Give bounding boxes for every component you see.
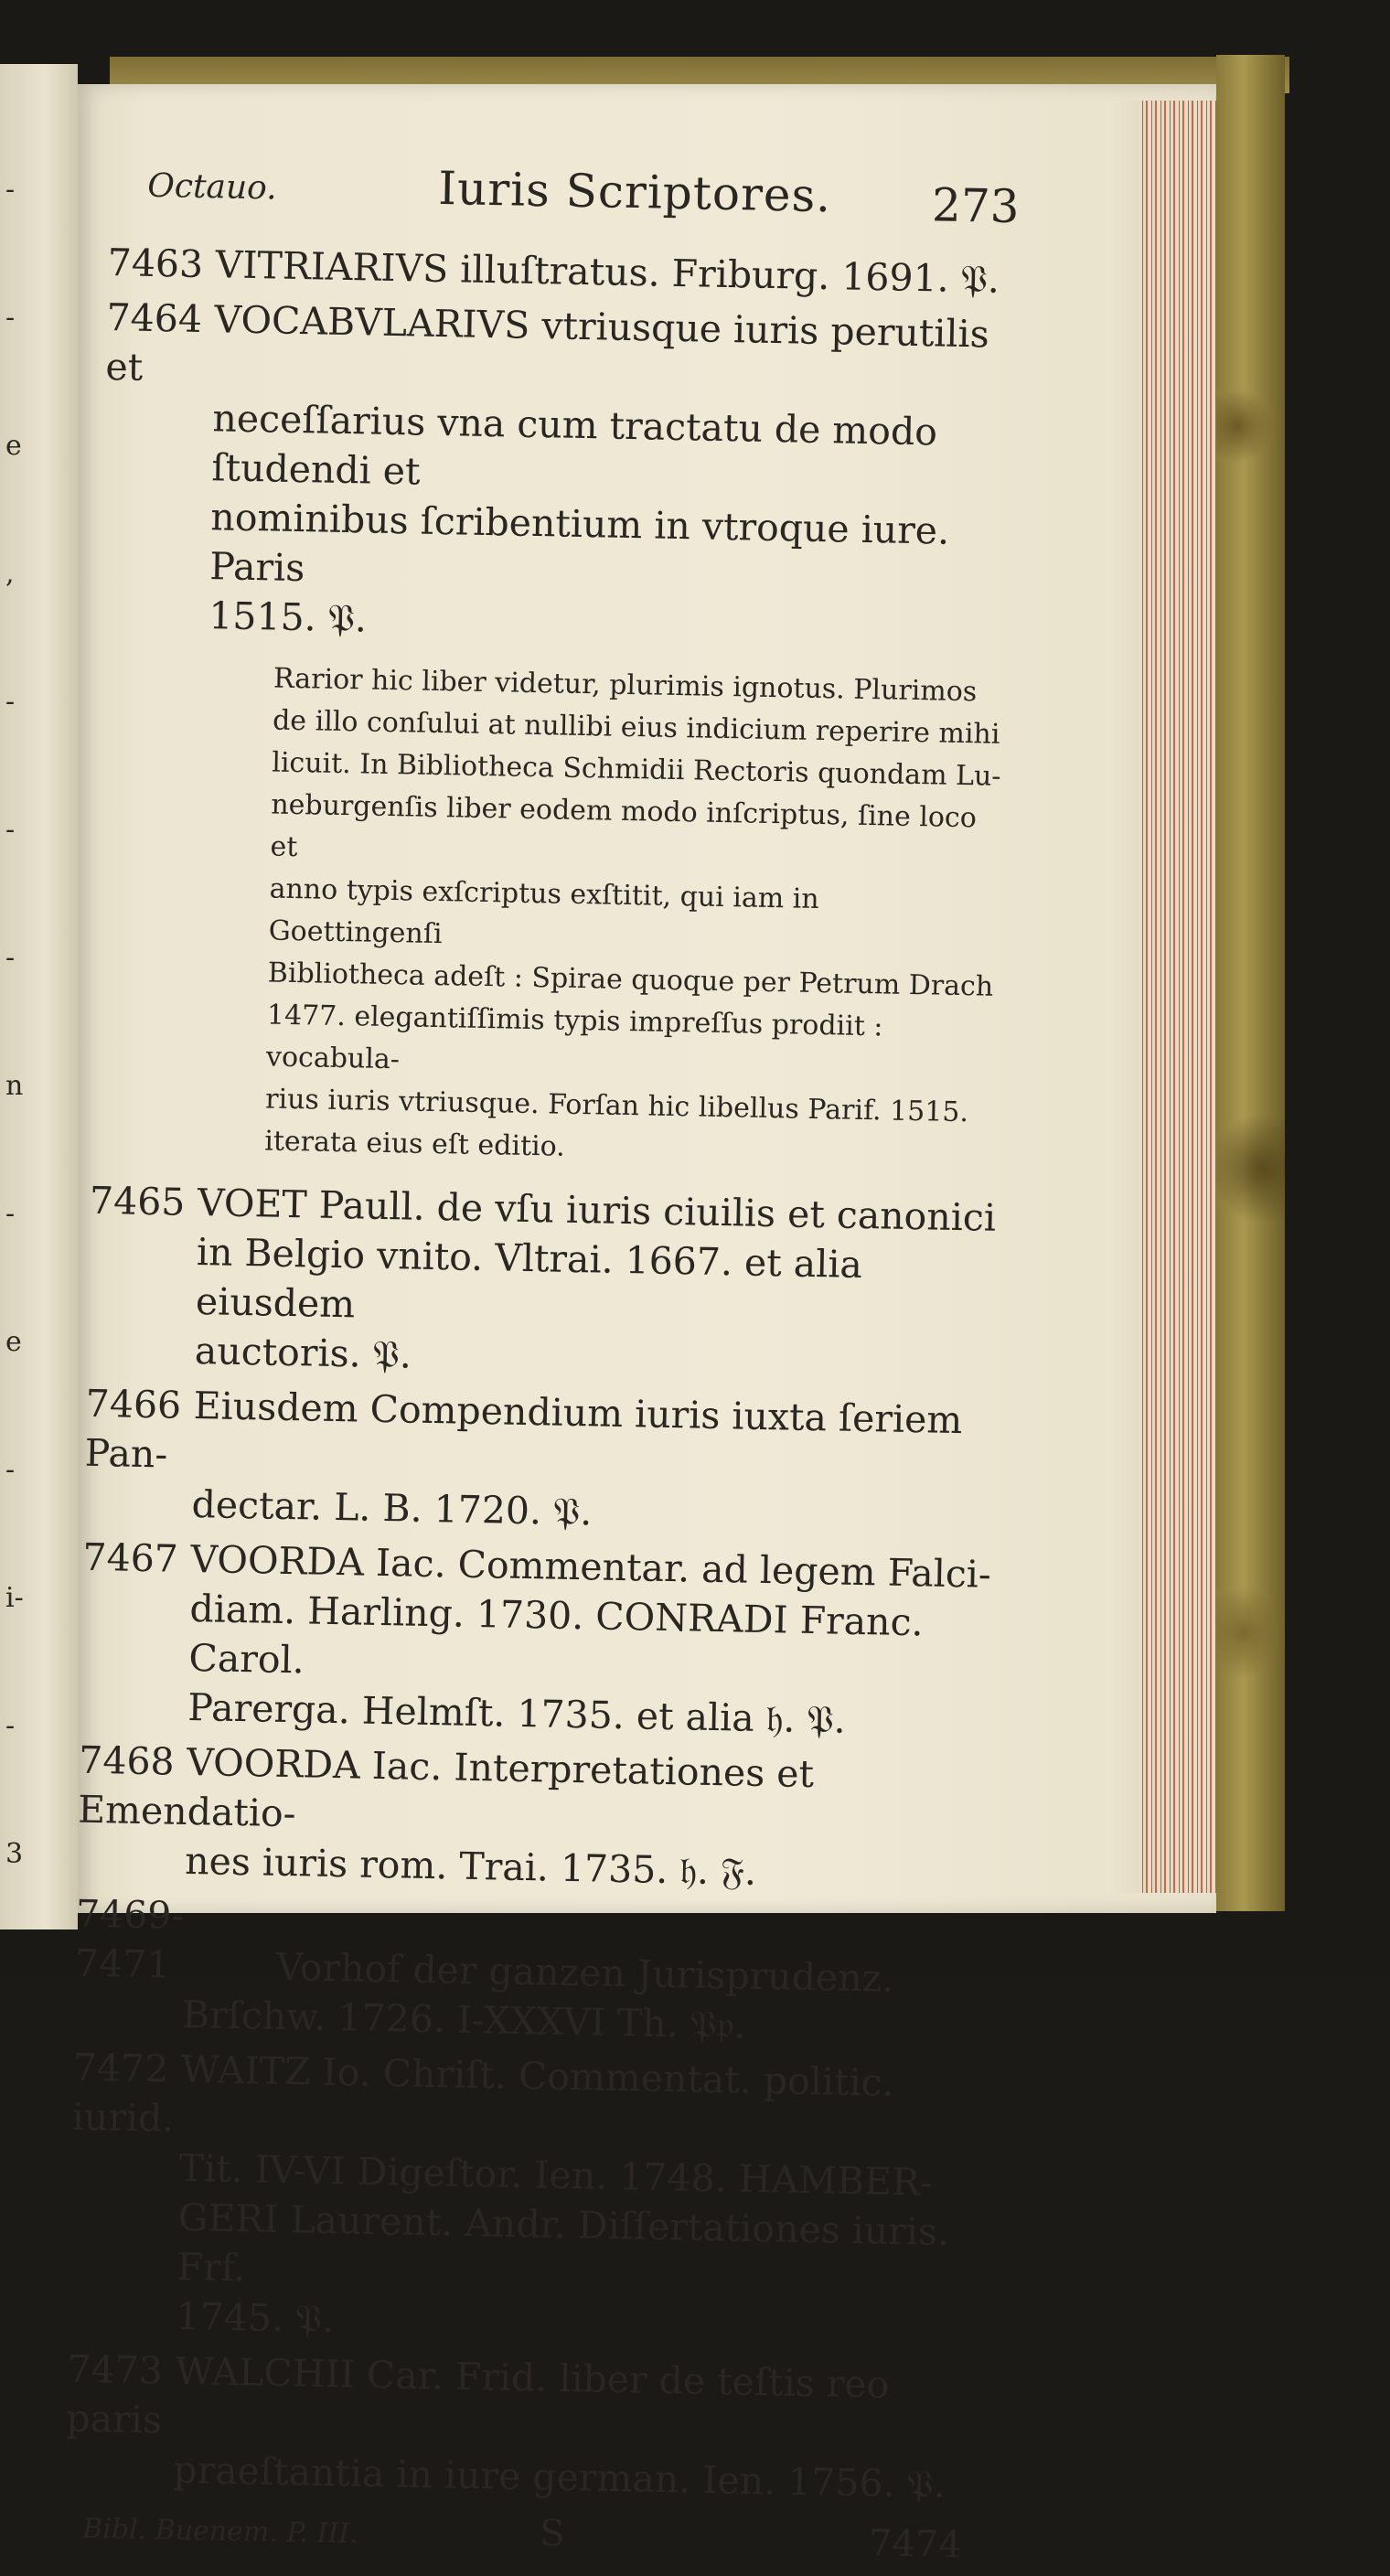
entry-text: VOET Paull. de vſu iuris ciuilis et canonici (197, 1181, 997, 1240)
annotation-line: rius iuris vtriusque. Forſan hic libellus Parif. 1515. (264, 1083, 969, 1129)
entry-text: WAITZ Io. Chriſt. Commentat. politic. iurid. (71, 2047, 895, 2141)
entry-text: praeſtantia in iure german. Ien. 1756. 𝔓. (172, 2447, 946, 2507)
entry-number: 7472 (72, 2045, 169, 2091)
entry-number: 7473 (67, 2346, 164, 2393)
entry-text: 1515. 𝔓. (208, 593, 368, 641)
catalog-entries (65, 238, 1022, 2516)
entry-number: 7463 (107, 240, 204, 286)
entry-text: WALCHII Car. Frid. liber de teſtis reo paris (66, 2348, 890, 2442)
entry-number: 7464 (106, 294, 203, 341)
margin-fragment: - (5, 1454, 16, 1486)
catalog-entry (65, 2345, 982, 2510)
margin-fragment: , (5, 558, 15, 590)
page-footer (64, 2504, 979, 2576)
annotation-line: Bibliotheca adeſt : Spirae quoque per Petrum Drach (267, 957, 994, 1003)
catalog-entry (80, 1533, 998, 1748)
catalog-entry (83, 1379, 1000, 1545)
annotation-line: licuit. In Bibliotheca Schmidii Rectoris quondam Lu- (271, 746, 1001, 793)
entry-number: 7465 (89, 1178, 186, 1224)
page-content (66, 155, 1024, 2567)
entry-text: nes iuris rom. Trai. 1735. 𝔥. 𝔉. (184, 1838, 757, 1894)
entry-text: nominibus ſcribentium in vtroque iure. Paris (208, 495, 950, 591)
entry-number: 7468 (78, 1737, 176, 1784)
entry-text: Eiusdem Compendium iuris iuxta ſeriem Pan- (84, 1384, 963, 1477)
margin-fragment: - (5, 686, 16, 718)
book-cover-marbled (1216, 55, 1285, 1911)
annotation-line: anno typis exſcriptus exſtitit, qui iam in Goettingenſi (268, 872, 820, 951)
entry-text: in Belgio vnito. Vltrai. 1667. et alia eiusdem (195, 1230, 863, 1327)
page-edge-shade (1107, 101, 1139, 1893)
header-format: Octauo. (146, 166, 278, 208)
entry-text: VOORDA Iac. Commentar. ad legem Falci- (190, 1536, 992, 1597)
entry-text: VOORDA Iac. Interpretationes et Emendatio- (77, 1739, 815, 1836)
annotation-line: 1477. elegantiſſimis typis impreſſus prodiit : vocabula- (265, 999, 883, 1076)
entry-text: neceſſarius vna cum tractatu de modo ſtudendi et (211, 396, 938, 494)
catalog-entry (68, 2043, 988, 2357)
footer-shelfmark: Bibl. Buenem. P. III. (81, 2512, 358, 2550)
entry-text: Tit. IV-VI Digeſtor. Ien. 1748. HAMBER- (178, 2145, 934, 2205)
margin-fragment: 3 (5, 1838, 24, 1870)
entry-number: 7469-7471 (74, 1891, 185, 1987)
catalog-entry (101, 293, 1021, 656)
entry-annotation (91, 655, 1014, 1177)
entry-text: Brſchw. 1726. I-XXXVI Th. 𝔓𝔭. (181, 1992, 746, 2047)
entry-number: 7466 (85, 1381, 182, 1427)
entry-text: VITRIARIVS illuſtratus. Friburg. 1691. 𝔓. (215, 242, 1000, 302)
entry-text: diam. Harling. 1730. CONRADI Franc. Carol. (188, 1586, 925, 1683)
entry-text: 1745. 𝔓. (176, 2293, 335, 2342)
margin-fragment: e (5, 430, 22, 462)
annotation-line: de illo conſului at nullibi eius indicium reperire mihi (272, 704, 1000, 751)
margin-fragment: e (5, 1326, 22, 1358)
page-title: Iuris Scriptores. (437, 161, 832, 223)
entry-text: auctoris. 𝔓. (194, 1329, 412, 1377)
entry-text: Vorhof der ganzen Jurisprudenz. (275, 1944, 894, 2001)
entry-number: 7467 (82, 1534, 179, 1581)
page-number: 273 (931, 178, 1021, 234)
margin-fragment: - (5, 302, 16, 334)
annotation-line: iterata eius eſt editio. (264, 1125, 566, 1163)
margin-fragment: - (5, 1710, 16, 1742)
margin-fragment: n (5, 1070, 24, 1102)
annotation-line: neburgenſis liber eodem modo inſcriptus, ſine loco et (270, 788, 978, 864)
margin-fragment: - (5, 814, 16, 846)
entry-text: dectar. L. B. 1720. 𝔓. (191, 1481, 593, 1534)
margin-fragment: - (5, 1198, 16, 1230)
margin-fragment: i- (5, 1582, 24, 1614)
catchword: 7474 (868, 2522, 963, 2567)
catalog-entry (77, 1736, 994, 1901)
catalog-entry (73, 1889, 990, 2055)
margin-fragment: - (5, 174, 16, 206)
signature-mark: S (539, 2512, 566, 2556)
margin-fragment: - (5, 942, 16, 974)
catalog-entry (86, 1176, 1004, 1391)
entry-text: GERI Laurent. Andr. Diſſertationes iuris. Frf. (176, 2195, 950, 2291)
annotation-line: Rarior hic liber videtur, plurimis ignotus. Plurimos (273, 662, 978, 709)
entry-text: VOCABVLARIVS vtriusque iuris perutilis et (105, 297, 990, 390)
facing-page-edge (0, 64, 78, 1929)
entry-text: Parerga. Helmſt. 1735. et alia 𝔥. 𝔓. (187, 1684, 847, 1742)
